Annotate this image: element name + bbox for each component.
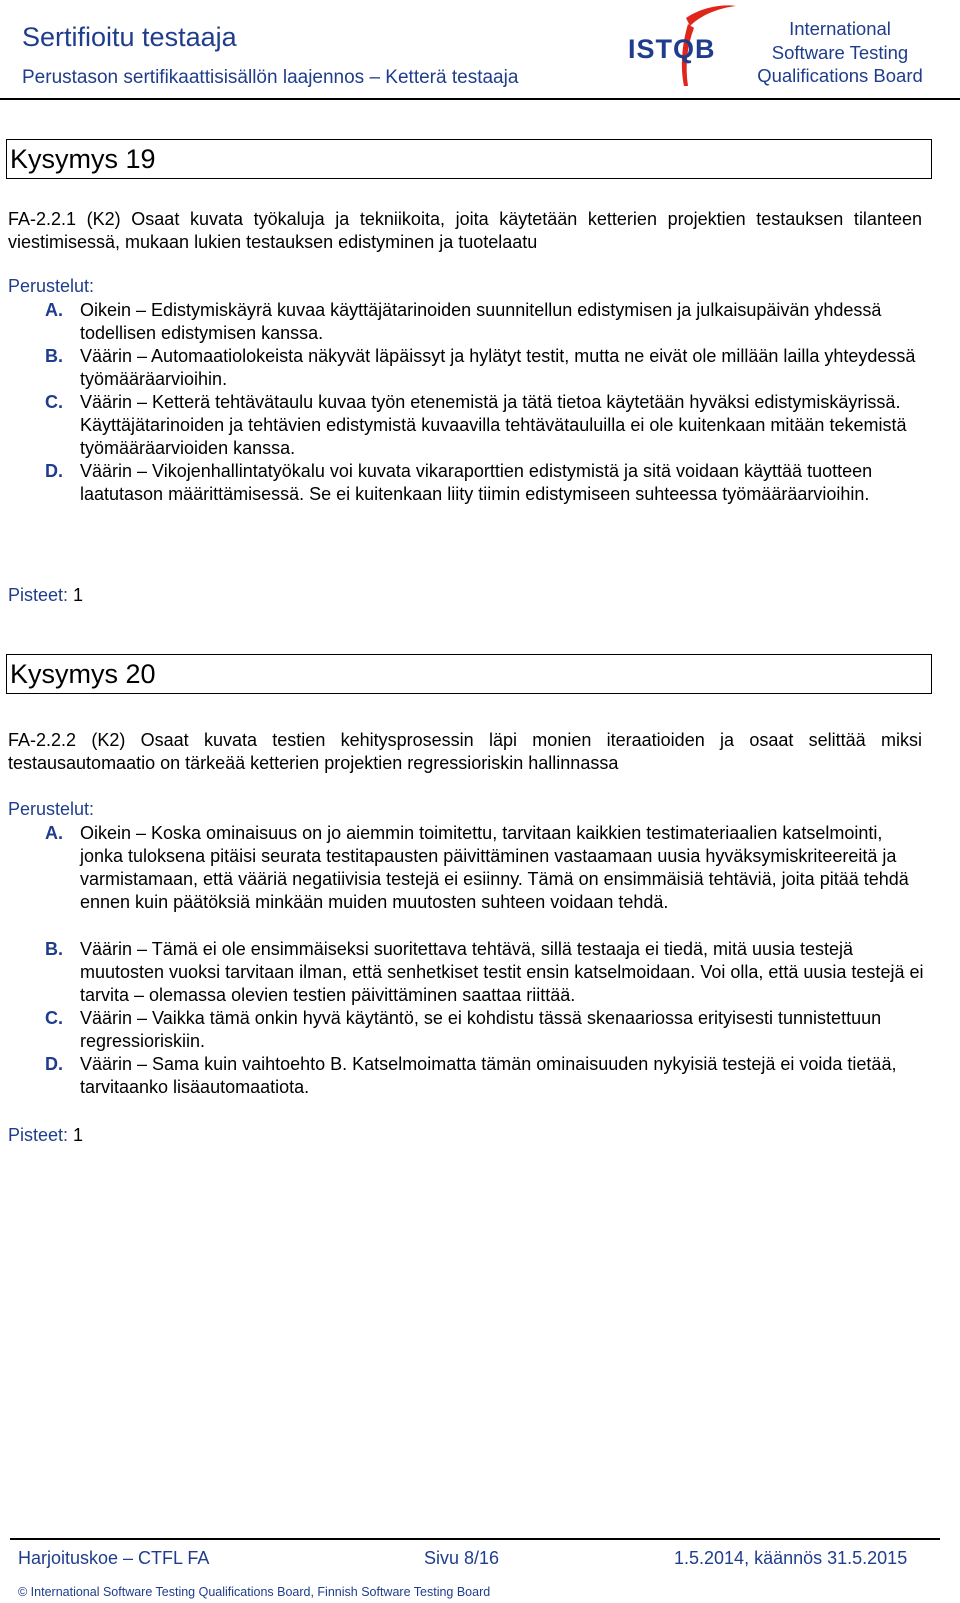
option-letter: B. — [45, 346, 63, 366]
org-line-3: Qualifications Board — [757, 65, 923, 86]
header-title: Sertifioitu testaaja — [22, 22, 237, 52]
points-value: 1 — [73, 585, 84, 605]
question-20-rationale-label: Perustelut: — [8, 799, 95, 819]
question-19-objective: FA-2.2.1 (K2) Osaat kuvata työkaluja ja tekniikoita, joita käytetään ketterien projektien testauksen tilanteen viestimisessä, mukaan lukien testauksen edistyminen ja tuotelaatu — [8, 209, 922, 252]
question-20-heading: Kysymys 20 — [6, 654, 932, 694]
option-letter: C. — [45, 1008, 63, 1028]
header-divider — [0, 98, 960, 100]
question-19-points — [8, 584, 83, 607]
option-text: Väärin – Automaatiolokeista näkyvät läpäissyt ja hylätyt testit, mutta ne eivät ole millään lailla yhteydessä työmääräarvioihin. — [80, 346, 916, 389]
option-letter: D. — [45, 461, 63, 481]
header-subtitle: Perustason sertifikaattisisällön laajennos – Ketterä testaaja — [22, 67, 519, 88]
option-text: Väärin – Sama kuin vaihtoehto B. Katselmoimatta tämän ominaisuuden nykyisiä testejä ei voida tietää, tarvitaanko lisäautomaatiota. — [80, 1054, 897, 1097]
points-label: Pisteet: — [8, 585, 69, 605]
header-organization — [740, 17, 940, 88]
footer-copyright: © International Software Testing Qualifications Board, Finnish Software Testing Board — [18, 1585, 491, 1599]
points-label: Pisteet: — [8, 1125, 69, 1145]
points-value: 1 — [73, 1125, 84, 1145]
question-20-points — [8, 1124, 83, 1147]
org-line-2: Software Testing — [771, 41, 909, 63]
footer-document-name: Harjoituskoe – CTFL FA — [18, 1548, 210, 1568]
option-text: Väärin – Vikojenhallintatyökalu voi kuvata vikaraporttien edistymistä ja sitä voidaan käyttää tuotteen laatutason määrittämisessä. Se ei kuitenkaan liity tiimin edistymiseen suhteessa työmääräarvioihin. — [80, 461, 873, 504]
option-letter: D. — [45, 1054, 63, 1074]
option-letter: A. — [45, 823, 63, 843]
logo-wordmark: ISTQB — [628, 34, 716, 64]
option-letter: B. — [45, 939, 63, 959]
question-19-heading: Kysymys 19 — [6, 139, 932, 179]
option-letter: A. — [45, 300, 63, 320]
footer-page-number: Sivu 8/16 — [424, 1548, 500, 1568]
option-text: Oikein – Edistymiskäyrä kuvaa käyttäjätarinoiden suunnitellun edistymisen ja julkaisupäivän yhdessä todellisen edistymisen kanssa. — [80, 300, 882, 343]
org-line-1: International — [789, 18, 891, 39]
footer-date: 1.5.2014, käännös 31.5.2015 — [674, 1548, 908, 1568]
question-19-rationale-label: Perustelut: — [8, 276, 95, 296]
option-letter: C. — [45, 392, 63, 412]
istqb-logo — [628, 4, 738, 90]
question-20-objective: FA-2.2.2 (K2) Osaat kuvata testien kehitysprosessin läpi monien iteraatioiden ja osaat selittää miksi testausautomaatio on tärkeää ketterien projektien regressioriskin hallinnassa — [8, 730, 922, 773]
option-text: Väärin – Ketterä tehtävätaulu kuvaa työn etenemistä ja tätä tietoa käytetään hyväksi edistymiskäyrissä. Käyttäjätarinoiden ja tehtävien edistymistä kuvaavilla tehtävätauluilla ei ole kuitenkaan mitään tekemistä työmääräarvioiden kanssa. — [80, 392, 907, 458]
option-text: Väärin – Vaikka tämä onkin hyvä käytäntö, se ei kohdistu tässä skenaariossa erityisesti tunnistettuun regressioriskiin. — [80, 1008, 882, 1051]
option-text: Oikein – Koska ominaisuus on jo aiemmin toimitettu, tarvitaan kaikkien testimateriaalien katselmointi, jonka tuloksena pitäisi seurata testitapausten päivittäminen vastaamaan uusia hyväksymiskriteereitä ja varmistamaan, että vääriä negatiivisia testejä ei esiinny. Tämä on ensimmäisiä tehtäviä, joita pitää tehdä ennen kuin päätöksiä minkään muiden muutosten suhteen voidaan tehdä. — [80, 823, 909, 912]
footer-divider — [10, 1538, 940, 1540]
option-text: Väärin – Tämä ei ole ensimmäiseksi suoritettava tehtävä, sillä testaaja ei tiedä, mitä uusia testejä muutosten vuoksi tarvitaan ilman, että senhetkiset testit ensin katselmoidaan. Voi olla, että uusia testejä ei tarvita – olemassa olevien testien päivittäminen saattaa riittää. — [80, 939, 924, 1005]
